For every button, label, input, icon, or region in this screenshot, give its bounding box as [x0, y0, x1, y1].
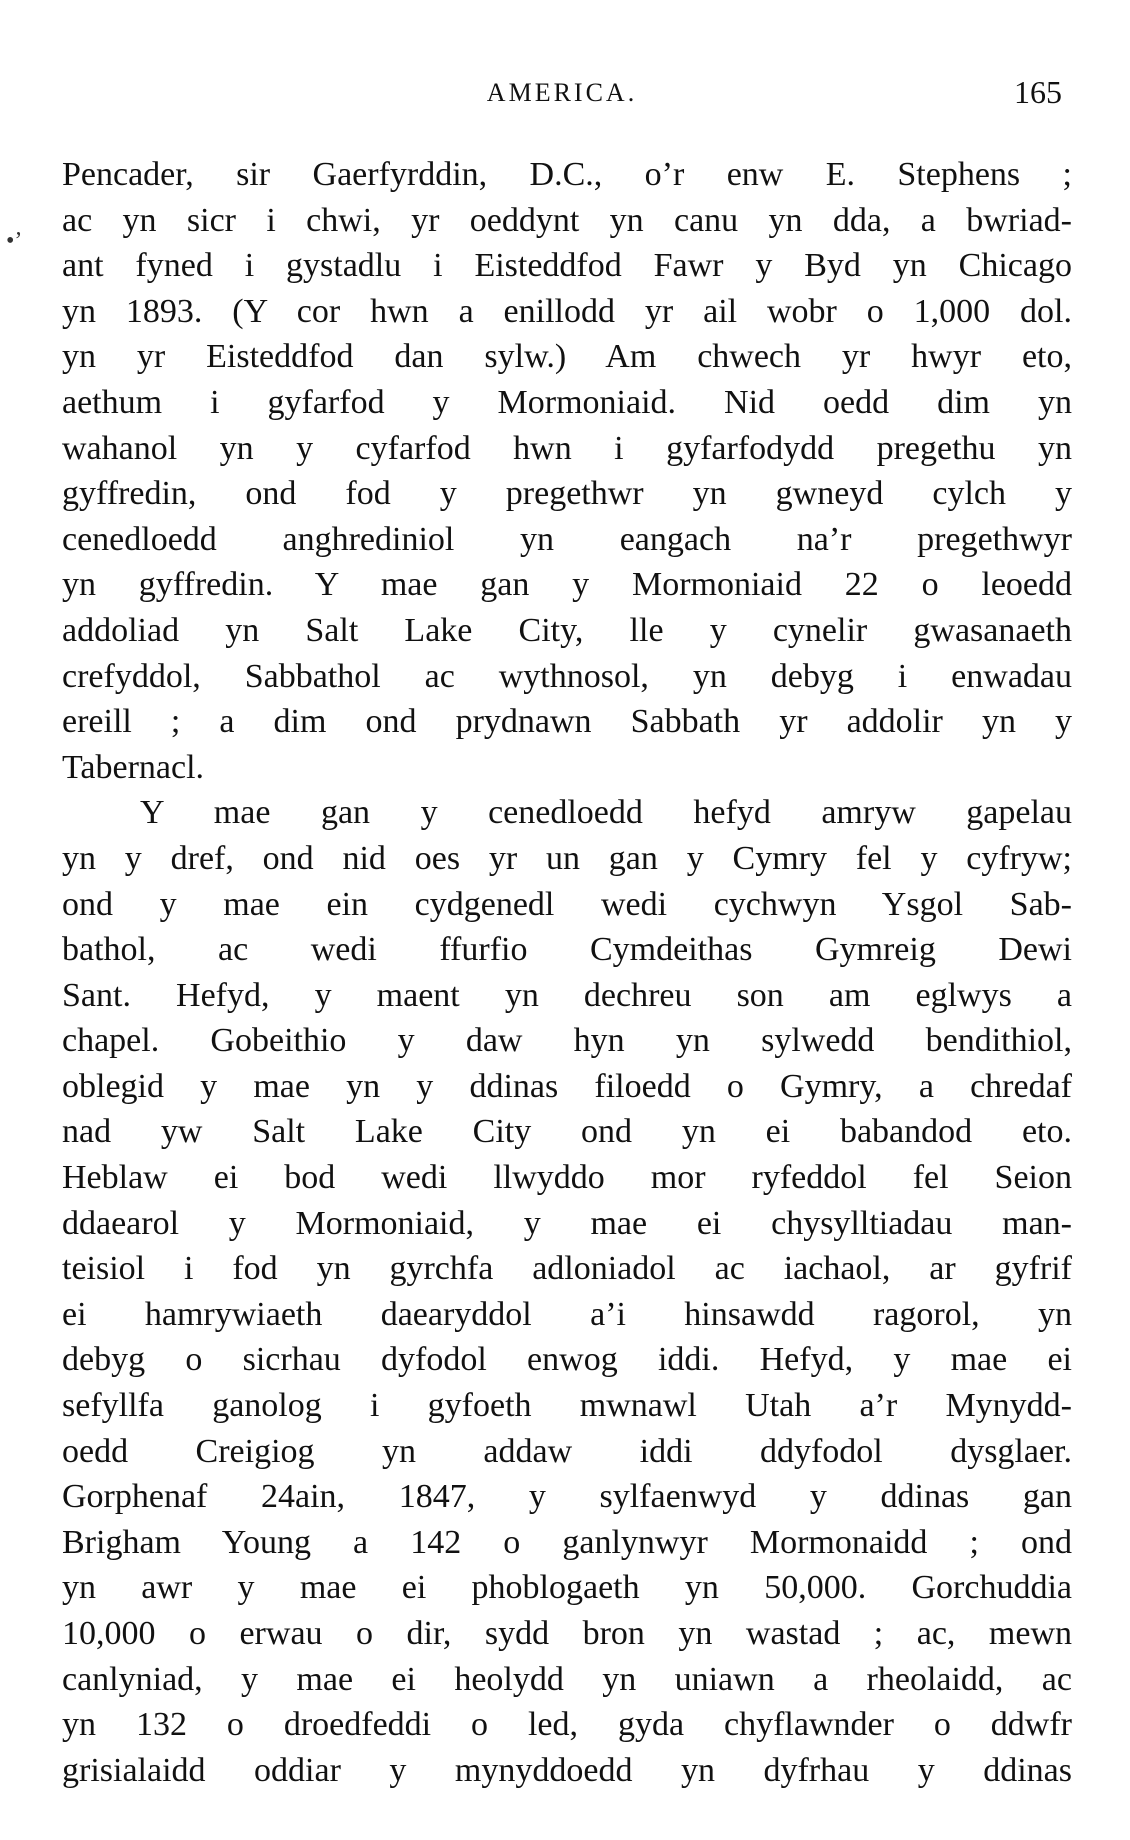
text-line: aethum i gyfarfod y Mormoniaid. Nid oedd dim yn	[62, 383, 1072, 421]
text-line: cenedloedd anghrediniol yn eangach na’r pregethwyr	[62, 520, 1072, 558]
text-line: chapel. Gobeithio y daw hyn yn sylwedd bendithiol,	[62, 1022, 1072, 1060]
text-line: yn 1893. (Y cor hwn a enillodd yr ail wobr o 1,000 dol.	[62, 292, 1072, 330]
text-line: Heblaw ei bod wedi llwyddo mor ryfeddol fel Seion	[62, 1159, 1072, 1197]
text-line: bathol, ac wedi ffurfio Cymdeithas Gymreig Dewi	[62, 931, 1072, 969]
text-line: ant fyned i gystadlu i Eisteddfod Fawr y Byd yn Chicago	[62, 247, 1072, 285]
text-line: 10,000 o erwau o dir, sydd bron yn wastad ; ac, mewn	[62, 1615, 1072, 1652]
text-line: gyffredin, ond fod y pregethwr yn gwneyd cylch y	[62, 475, 1072, 513]
text-line: yn yr Eisteddfod dan sylw.) Am chwech yr hwyr eto,	[62, 338, 1072, 376]
text-line: canlyniad, y mae ei heolydd yn uniawn a rheolaidd, ac	[62, 1660, 1072, 1698]
text-line: grisialaidd oddiar y mynyddoedd yn dyfrhau y ddinas	[62, 1751, 1072, 1789]
text-line: debyg o sicrhau dyfodol enwog iddi. Hefyd, y mae ei	[62, 1341, 1072, 1379]
text-line: ond y mae ein cydgenedl wedi cychwyn Ysgol Sab-	[62, 885, 1072, 923]
text-line: Gorphenaf 24ain, 1847, y sylfaenwyd y ddinas gan	[62, 1478, 1072, 1516]
text-line: teisiol i fod yn gyrchfa adloniadol ac iachaol, ar gyfrif	[62, 1250, 1072, 1288]
text-line: Y mae gan y cenedloedd hefyd amryw gapelau	[140, 794, 1072, 832]
text-line: sefyllfa ganolog i gyfoeth mwnawl Utah a’r Mynydd-	[62, 1387, 1072, 1425]
text-line: yn awr y mae ei phoblogaeth yn 50,000. Gorchuddia	[62, 1569, 1072, 1607]
paragraph-1	[62, 152, 1072, 790]
text-line: ei hamrywiaeth daearyddol a’i hinsawdd ragorol, yn	[62, 1295, 1072, 1333]
text-line: Pencader, sir Gaerfyrddin, D.C., o’r enw E. Stephens ;	[62, 156, 1072, 193]
text-line: ddaearol y Mormoniaid, y mae ei chysylltiadau man-	[62, 1204, 1072, 1242]
text-line: yn 132 o droedfeddi o led, gyda chyflawnder o ddwfr	[62, 1706, 1072, 1744]
body-text	[62, 152, 1072, 1793]
paragraph-2	[62, 790, 1072, 1793]
text-line: oblegid y mae yn y ddinas filoedd o Gymry, a chredaf	[62, 1067, 1072, 1105]
text-line: oedd Creigiog yn addaw iddi ddyfodol dysglaer.	[62, 1432, 1072, 1470]
text-line: ereill ; a dim ond prydnawn Sabbath yr addolir yn y	[62, 703, 1072, 741]
page-number: 165	[1014, 74, 1062, 110]
text-line: wahanol yn y cyfarfod hwn i gyfarfodydd pregethu yn	[62, 429, 1072, 467]
text-line: ac yn sicr i chwi, yr oeddynt yn canu yn dda, a bwriad-	[62, 201, 1072, 239]
text-line: yn gyffredin. Y mae gan y Mormoniaid 22 o leoedd	[62, 566, 1072, 604]
text-line: Brigham Young a 142 o ganlynwyr Mormonaidd ; ond	[62, 1523, 1072, 1561]
text-line: crefyddol, Sabbathol ac wythnosol, yn debyg i enwadau	[62, 657, 1072, 695]
text-line: Sant. Hefyd, y maent yn dechreu son am eglwys a	[62, 976, 1072, 1014]
text-line: addoliad yn Salt Lake City, lle y cynelir gwasanaeth	[62, 611, 1072, 649]
text-line: yn y dref, ond nid oes yr un gan y Cymry fel y cyfryw;	[62, 839, 1072, 877]
margin-mark: •’	[6, 228, 23, 254]
text-line: nad yw Salt Lake City ond yn ei babandod eto.	[62, 1113, 1072, 1151]
text-line: Tabernacl.	[62, 748, 205, 786]
running-head	[62, 74, 1062, 118]
running-title: AMERICA.	[486, 78, 638, 107]
